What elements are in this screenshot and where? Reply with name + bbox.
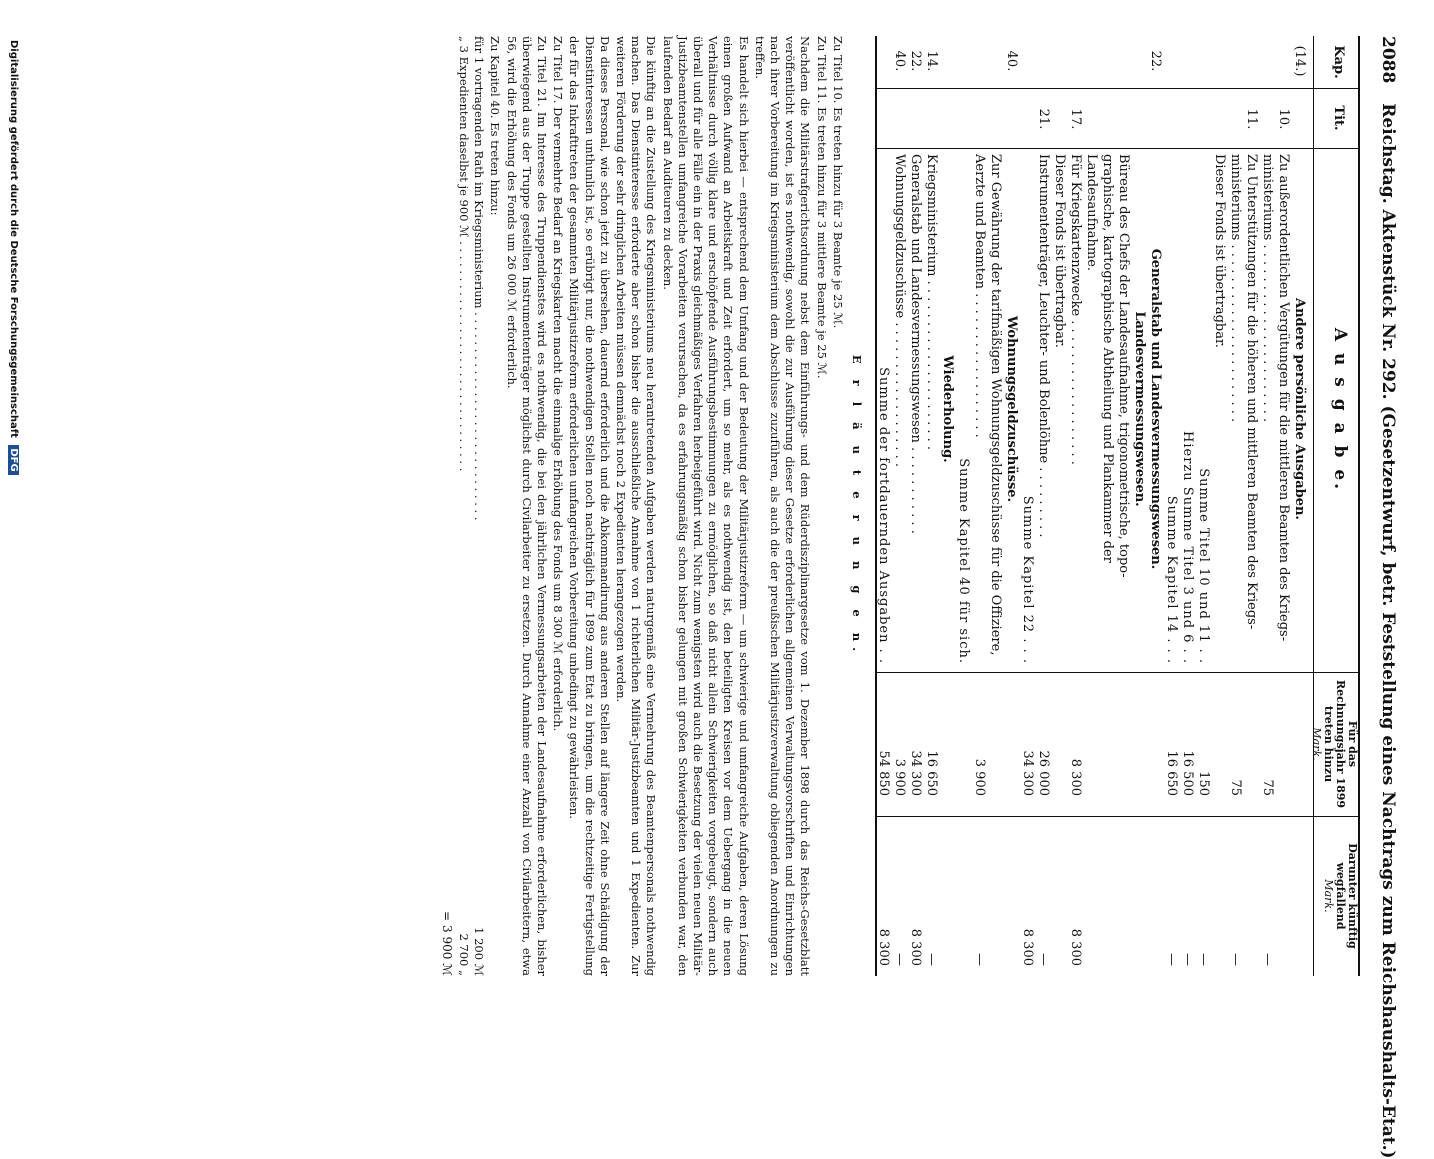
row-amount-wegfallend: — [892,953,907,966]
calculation-line [471,36,486,976]
row-amount: 75 [1260,779,1275,796]
row-amount-wegfallend: 8 300 [1068,928,1083,966]
calculation-total: = 3 900 ℳ [440,911,455,976]
row-description: Für Kriegskartenzwecke . . . . . . . . . . . . . . . . . . [1068,154,1083,465]
column-header-amount [1310,676,1358,812]
row-amount: 54 850 [876,750,891,796]
row-kapitel: 14. [924,50,939,72]
column-header-wegfallend-label: Darunter künftig wegfallend [1334,843,1359,949]
note-paragraph: Nachdem die Militärstrafgerichtsordnung nebst dem Einführungs- und dem Rüderdisziplinargesetze vom 1. Dezember 1898 durch das Reichs-Gesetzblatt veröffentlicht worden, ist es nothwendig, sowohl die zur Ausführung dieser Gesetze erforderlichen allgemeinen Verwaltungsvorschriften und Einrichtungen nach ihrer Vorbereitung im Kriegsministerium dem Abschlusse zuzuführen, als auch die der preußischen Militärjustizverwaltung obliegenden Anordnungen zu treffen. [752,36,813,976]
row-amount-wegfallend: — [1036,953,1051,966]
budget-table [875,36,1360,976]
row-description: Wohnungsgeldzuschüsse . . . . . . . . . . . . . . . . . . [892,154,907,468]
row-amount-wegfallend: — [972,953,987,966]
row-kapitel: (14.) [1292,45,1307,77]
table-header-rule [1313,36,1314,976]
row-amount-wegfallend: — [1260,953,1275,966]
row-description: Wohnungsgeldzuschüsse. [1004,315,1019,503]
row-description: Kriegsministerium . . . . . . . . . . . . . . . . . . . . . [924,154,939,451]
row-description: Aerzte und Beamten . . . . . . . . . . . . . . . . . . [972,154,987,438]
row-amount: 34 300 [1020,750,1035,796]
row-description: Wiederholung. [940,355,955,463]
row-description: ministeriums . . . . . . . . . . . . . . . . . . . . . . [1260,154,1275,423]
row-description: Landesaufnahme. [1084,154,1099,272]
row-titel: 17. [1068,108,1083,130]
column-header-amount-label: Für das Rechnungsjahr 1899 treten hinzu [1322,679,1359,809]
page-number: 2088 [1378,36,1398,84]
row-description: Dieser Fonds ist übertragbar. [1212,154,1227,348]
row-description: Summe Kapitel 40 für sich. [956,458,971,664]
row-amount: 16 500 [1180,750,1195,796]
row-description: Summe Kapitel 14 . . . [1164,495,1179,664]
row-description: Generalstab und Landesvermessungswesen . . . . . . . . . . . [908,154,923,534]
row-amount: 75 [1228,779,1243,796]
row-description: Zu Unterstützungen für die höheren und mittleren Beamten des Kriegs- [1244,154,1259,630]
table-row [872,36,894,976]
note-paragraph: Zu Kapitel 40. Es treten hinzu: [488,36,503,216]
column-header-kap: Kap. [1331,45,1346,79]
row-titel: 10. [1276,108,1291,130]
footer-credit [8,40,19,475]
calculation-block [456,36,486,976]
row-description: Landesvermessungswesen. [1132,311,1147,507]
row-amount-wegfallend: — [1164,953,1179,966]
note-paragraph: Zu Titel 21. Im Interesse des Truppendienstes wird es nothwendig, die bei den jährlichen Vermessungsarbeiten der Landesaufnahme erforderlichen, bisher überwiegend aus der Truppe gestellten Instrumententräger möglichst durch Civilarbeiter zu ersetzen. Durch Annahme einer Anzahl von Civilarbeitern, etwa 56, wird die Erhöhung des Fonds um 26 000 ℳ erforderlich. [504,36,549,976]
column-header-tit: Tit. [1331,105,1346,131]
note-paragraph: Zu Titel 17. Der vermehrte Bedarf an Kriegskarten macht die einmalige Erhöhung des Fonds um 8 300 ℳ erforderlich. [551,36,566,732]
row-description: Büreau des Chefs der Landesaufnahme, trigonometrische, topo- [1116,154,1131,578]
row-amount: 16 650 [1164,750,1179,796]
row-titel: 11. [1244,108,1259,130]
column-header-wegfallend-unit: Mark. [1322,879,1335,913]
row-amount: 16 650 [924,750,939,796]
row-amount-wegfallend: 8 300 [876,928,891,966]
notes-paragraphs [487,36,845,976]
column-header-wegfallend [1322,820,1358,972]
row-amount: 26 000 [1036,750,1051,796]
row-amount-wegfallend: — [1228,953,1243,966]
dfg-logo: DFG [8,445,19,474]
row-amount: 8 300 [1068,758,1083,796]
row-amount-wegfallend: — [924,953,939,966]
row-description: Andere persönliche Ausgaben. [1292,298,1307,520]
row-kapitel: 40. [892,50,907,72]
calculation-label: „ 3 Expedienten daselbst je 900 ℳ . . . . . . . . . . . . . . . . . . . . . . . . . . . . . . . . [457,36,472,472]
row-description: Dieser Fonds ist übertragbar. [1052,154,1067,348]
row-amount-wegfallend: — [1180,953,1195,966]
column-header-amount-unit: Mark. [1310,727,1323,761]
row-description: Zur Gewährung der tarifmäßigen Wohnungsgeldzuschüsse für die Offiziere, [988,154,1003,656]
calculation-label: für 1 vortragenden Rath im Kriegsministerium . . . . . . . . . . . . . . . . . . . . . . . . . . . . . [472,36,487,521]
row-description: graphische, kartographische Abtheilung und Plankammer der [1100,154,1115,563]
row-amount-wegfallend: — [1196,953,1211,966]
document-title: Reichstag. Aktenstück Nr. 292. (Gesetzentwurf, betr. Feststellung eines Nachtrags zum Reichshaushalts-Etat.) [1378,103,1398,1159]
notes-section [439,36,864,976]
row-amount-wegfallend: 8 300 [1020,928,1035,966]
row-amount-wegfallend: 8 300 [908,928,923,966]
row-kapitel: 22. [908,50,923,72]
row-amount: 3 900 [892,758,907,796]
row-amount: 3 900 [972,758,987,796]
row-amount: 150 [1196,771,1211,796]
row-description: Summe der fortdauernden Ausgaben . . [876,367,891,664]
note-paragraph: Zu Titel 10. Es treten hinzu für 3 Beamte je 25 ℳ. [830,36,845,329]
row-description: ministeriums . . . . . . . . . . . . . . . . . . . . . . [1228,154,1243,423]
table-top-rule [1358,36,1360,976]
calculation-value: 2 700 „ [457,933,472,976]
row-description: Instrumententräger, Leuchter- und Bolenlöhne . . . . . . . . . [1036,154,1051,538]
row-kapitel: 40. [1004,50,1019,72]
row-description: Summe Kapitel 22 . . . [1020,495,1035,664]
row-description: Zu außerordentlichen Vergütungen für die mittleren Beamten des Kriegs- [1276,154,1291,642]
row-description: Summe Titel 10 und 11 . . [1196,468,1211,664]
page-header [1378,36,1398,1159]
calculation-line [456,36,471,976]
note-paragraph: Die künftig an die Zustellung des Kriegsministeriums neu herantretenden Aufgaben werden naturgemäß eine Vermehrung des Beamtenpersonals nothwendig machen. Das Dienstinteresse erforderte aber schon bisher die ausschließliche Annahme von 1 richterlichen Militär-Justizbeamten und 1 Expedienten. Zur weiteren Förderung der sehr dringlichen Arbeiten müssen demnächst noch 2 Expedienten herangezogen werden. [613,36,659,976]
section-title: A u s g a b e. [1330,327,1350,493]
note-paragraph: Da dieses Personal, wie schon jetzt zu übersehen, dauernd erforderlich und die Abkommandirung aus anderen Stellen auf längere Zeit ohne Schädigung der Dienstinteressen unthunlich ist, so erübrigt nur, die nothwendigen Stellen noch nachträglich für 1899 zum Etat zu bringen, um die rechtzeitige Fertigstellung der für das Inkrafttreten der gesammten Militärjustizreform erforderlichen umfangreichen Vorbereitung unbedingt zu gewährleisten. [567,36,612,976]
footer-credit-text: Digitalisierung gefördert durch die Deutsche Forschungsgemeinschaft [8,40,19,438]
notes-title: E r l ä u t e r u n g e n. [850,354,864,658]
row-description: Hierzu Summe Titel 3 und 6 . . [1180,431,1195,664]
row-description: Generalstab und Landesvermessungswesen. [1148,248,1163,570]
note-paragraph: Es handelt sich hierbei — entsprechend dem Umfang und der Bedeutung der Militärjustizreform — um schwierige und umfangreiche Aufgaben, deren Lösung einen großen Aufwand an Arbeitskraft und Zeit erfordert, um so mehr, als es nothwendig ist, den beteiligten Kreisen vor dem Uebergang in die neuen Verhältnisse durch völlig klare und erschöpfende Ausführungsbestimmungen zu ermöglichen, so daß nicht allein Schwierigkeiten vorgebeugt, sondern auch überall und für alle Fälle ein in der Praxis gleichmäßiges Verfahren herbeigeführt wird. Nicht zum wenigsten wird auch die Besetzung der vielen neuen Militär-Justizbeamtenstellen umfangreiche Vorarbeiten verursachen, da es erfahrungsmäßig schon bisher gelungen mit großen Schwierigkeiten verbunden war, den laufenden Bedarf an Auditeuren zu decken. [660,36,751,976]
calculation-value: 1 200 ℳ [472,927,487,976]
note-paragraph: Zu Titel 11. Es treten hinzu für 3 mittlere Beamte je 25 ℳ. [814,36,829,379]
row-titel: 21. [1036,108,1051,130]
row-amount: 34 300 [908,750,923,796]
row-kapitel: 22. [1148,50,1163,72]
